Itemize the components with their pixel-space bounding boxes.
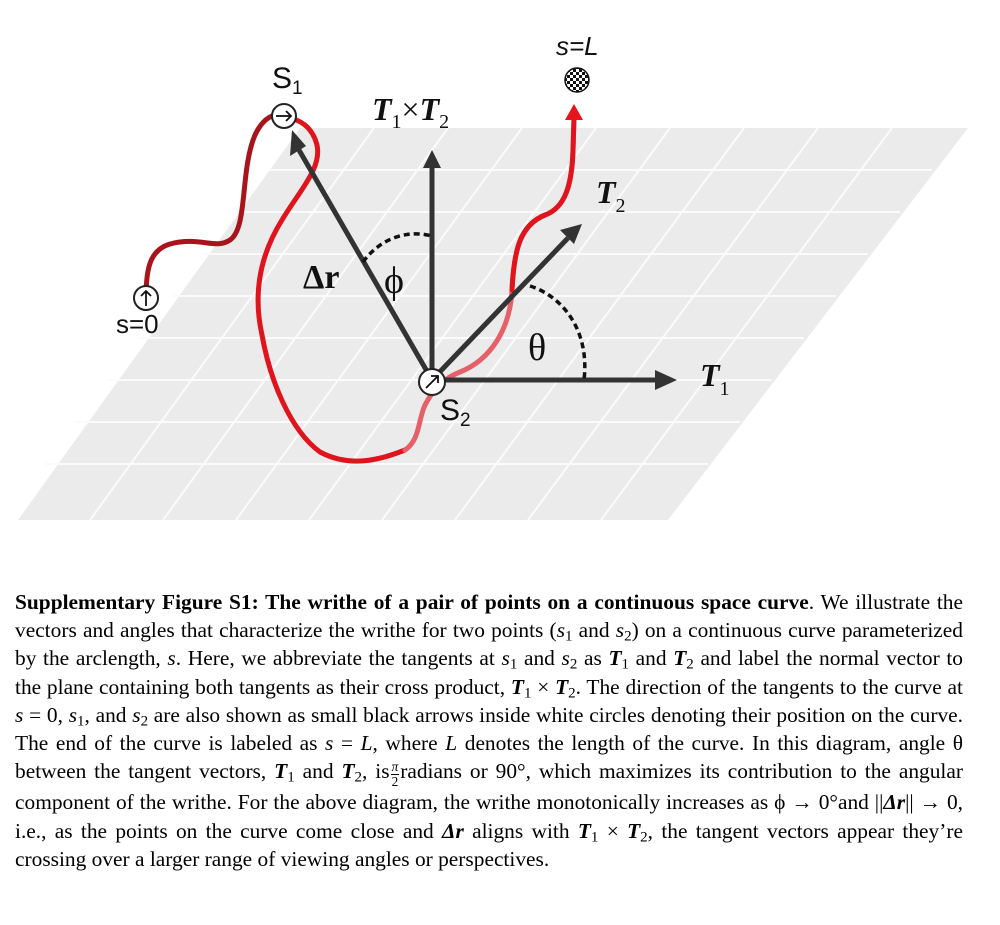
caption-paragraph: Supplementary Figure S1: The writhe of a pair of points on a continuous space curve. We illustrate the vectors and angles that characterize the writhe for two points ($s_1$ and $s_2$) on a continuous curve parameterized by the arclength, s. Here, we abbreviate the tangents at $s_1$ and $s_2$ as $T_1$ and $T_2$ and label the normal vector to the plane containing both tangents as their cross product, $T_1 \times T_2$. The direction of the tangents to the curve at s = 0, $s_1$, and $s_2$ are also shown as small black arrows inside white circles denoting their position on the curve. The end of the curve is labeled as s = L, where L denotes the length of the curve. In this diagram, angle θ between the tangent vectors, $T_1$ and $T_2$, is $\frac{\pi}{2}$ radians or 90°, which maximizes its contribution to the angular component of the writhe. For the above diagram, the writhe monotonically increases as ϕ → 0°and ||Δr|| → 0, i.e., as the points on the curve come close and Δr aligns with $T_1 \times T_2$, the tangent vectors appear they’re crossing over a larger range of viewing angles or perspectives. (15, 590, 964, 871)
end-marker (565, 68, 589, 92)
label-delta-r: Δr (303, 259, 340, 296)
curve-end-arrowhead (565, 104, 583, 120)
plane (18, 128, 968, 520)
label-sL: s=L (556, 31, 599, 61)
label-T2: $T_2$ (596, 174, 626, 217)
figure-caption (15, 588, 963, 873)
plane-surface (18, 128, 968, 520)
s1-marker (272, 104, 296, 128)
label-s1: $S_1$ (272, 62, 303, 99)
caption-title: Supplementary Figure S1: The writhe of a pair of points on a continuous space curve (15, 590, 809, 614)
label-T1: $T_1$ (700, 357, 730, 400)
label-phi: ϕ (384, 260, 405, 302)
pi-over-two-fraction: $\frac{\pi}{2}$ (391, 758, 399, 789)
checkered-flag-icon (565, 68, 589, 92)
s2-marker (419, 369, 445, 395)
label-cross-product: $T_1\times T_2$ (372, 91, 450, 133)
label-s0: s=0 (116, 309, 159, 339)
s0-marker (134, 286, 158, 310)
label-theta: θ (528, 327, 547, 369)
label-s2: $S_2$ (440, 394, 471, 431)
